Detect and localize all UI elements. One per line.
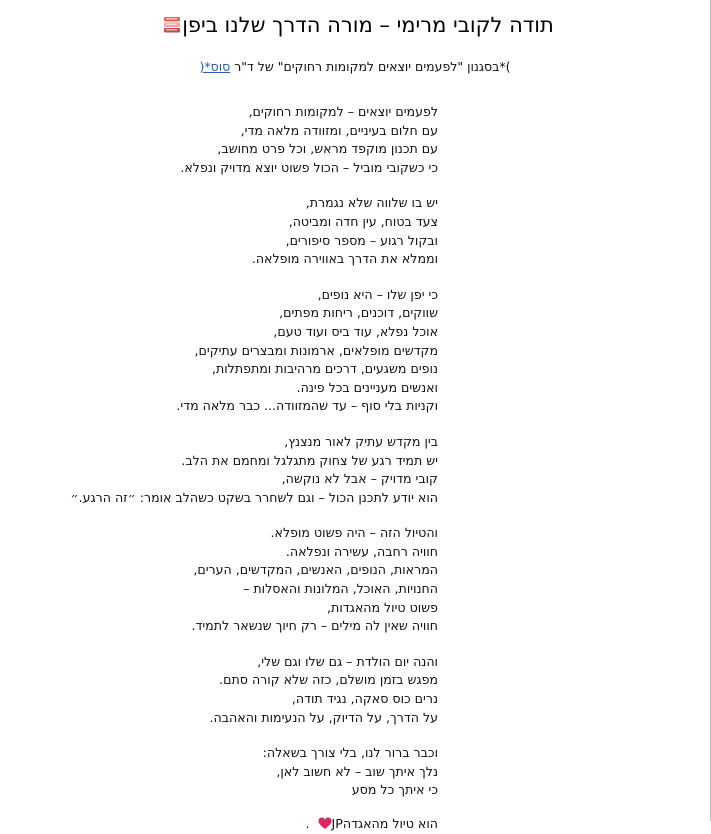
red-heart-icon	[318, 817, 332, 830]
poem-line: צעד בטוח, עין חדה ומביטה,	[288, 213, 438, 229]
poem-line: הוא יודע לתכנן הכול – וגם לשחרר בשקט כשהלב אומר: ״זה הרגע.״	[70, 489, 438, 505]
poem-line: וקניות בלי סוף – עד שהמזוודה... כבר מלאה מדי.	[176, 398, 438, 414]
subtitle-text: )*בסגנון "לפעמים יוצאים למקומות רחוקים" של ד"ר	[230, 59, 511, 74]
poem-line: ואנשים מעניינים בכל פינה.	[296, 379, 438, 395]
poem-line: ובקול רגוע – מספר סיפורים,	[285, 232, 438, 248]
poem-stanza	[18, 103, 438, 177]
poem-line: בין מקדש עתיק לאור מנצנץ,	[284, 433, 438, 449]
poem-line: יש תמיד רגע של צחוק מתגלגל ומחמם את הלב.	[181, 452, 438, 468]
books-icon	[162, 15, 182, 35]
poem-line: קובי מדויק – אבל לא נוקשה,	[281, 471, 438, 487]
poem-line: כי כשקובי מוביל – הכול פשוט יוצא מדויק ונפלא.	[180, 159, 438, 175]
poem-line: מפגש בזמן מושלם, כזה שלא קורה סתם.	[219, 672, 438, 688]
closing-dot: .	[305, 816, 310, 831]
poem-line: על הדרך, על הדיוק, על הנעימות והאהבה.	[209, 709, 438, 725]
poem-line: החנויות, האוכל, המלונות והאסלות –	[243, 581, 438, 597]
poem-line: נופים משגעים, דרכים מרהיבות ומתפתלות,	[211, 361, 438, 377]
poem-line: וכבר ברור לנו, בלי צורך בשאלה:	[262, 745, 438, 761]
poem-line: עם חלום בעיניים, ומזוודה מלאה מדי,	[240, 122, 438, 138]
closing-line-text: הוא טיול מהאגדהJP	[331, 816, 438, 831]
poem-line: כי איתך כל מסע	[351, 782, 438, 798]
poem-stanza	[18, 433, 438, 507]
poem-line: לפעמים יוצאים – למקומות רחוקים,	[248, 104, 438, 119]
poem-body	[18, 103, 438, 834]
poem-stanza	[18, 194, 438, 268]
subtitle	[0, 57, 710, 77]
poem-stanza	[18, 744, 438, 800]
poem-line: פשוט טיול מהאגדות,	[327, 599, 438, 615]
poem-line: נלך איתך שוב – לא חשוב לאן,	[276, 763, 438, 779]
subtitle-link[interactable]: סוס*(	[199, 59, 231, 74]
poem-stanza	[18, 524, 438, 636]
poem-line: והטיול הזה – היה פשוט מופלא.	[270, 525, 438, 541]
poem-line: מקדשים מופלאים, ארמונות ומבצרים עתיקים,	[194, 342, 438, 358]
title-text: תודה לקובי מרימי – מורה הדרך שלנו ביפן	[182, 13, 554, 37]
poem-line: והנה יום הולדת – גם שלו וגם שלי,	[257, 653, 438, 669]
poem-line: המראות, הנופים, האנשים, המקדשים, הערים,	[193, 562, 438, 578]
poem-line: כי יפן שלו – היא נופים,	[317, 286, 438, 302]
poem-line: וממלא את הדרך באווירה מופלאה.	[251, 251, 438, 267]
poem-line: חוויה רחבה, עשירה ונפלאה.	[285, 543, 438, 559]
poem-line: אוכל נפלא, עוד ביס ועוד טעם,	[273, 323, 438, 339]
poem-stanza	[18, 653, 438, 727]
poem-line: שווקים, דוכנים, ריחות מפתים,	[279, 305, 438, 321]
poem-line: עם תכנון מוקפד מראש, וכל פרט מחושב,	[217, 141, 438, 157]
poem-line: יש בו שלווה שלא נגמרת,	[305, 195, 438, 211]
closing-line	[18, 815, 438, 834]
page-title	[0, 8, 710, 42]
poem-line: נרים כוס סאקה, נגיד תודה,	[291, 691, 438, 707]
poem-stanza	[18, 286, 438, 416]
poem-line: חוויה שאין לה מילים – רק חיוך שנשאר לתמיד.	[191, 618, 438, 634]
